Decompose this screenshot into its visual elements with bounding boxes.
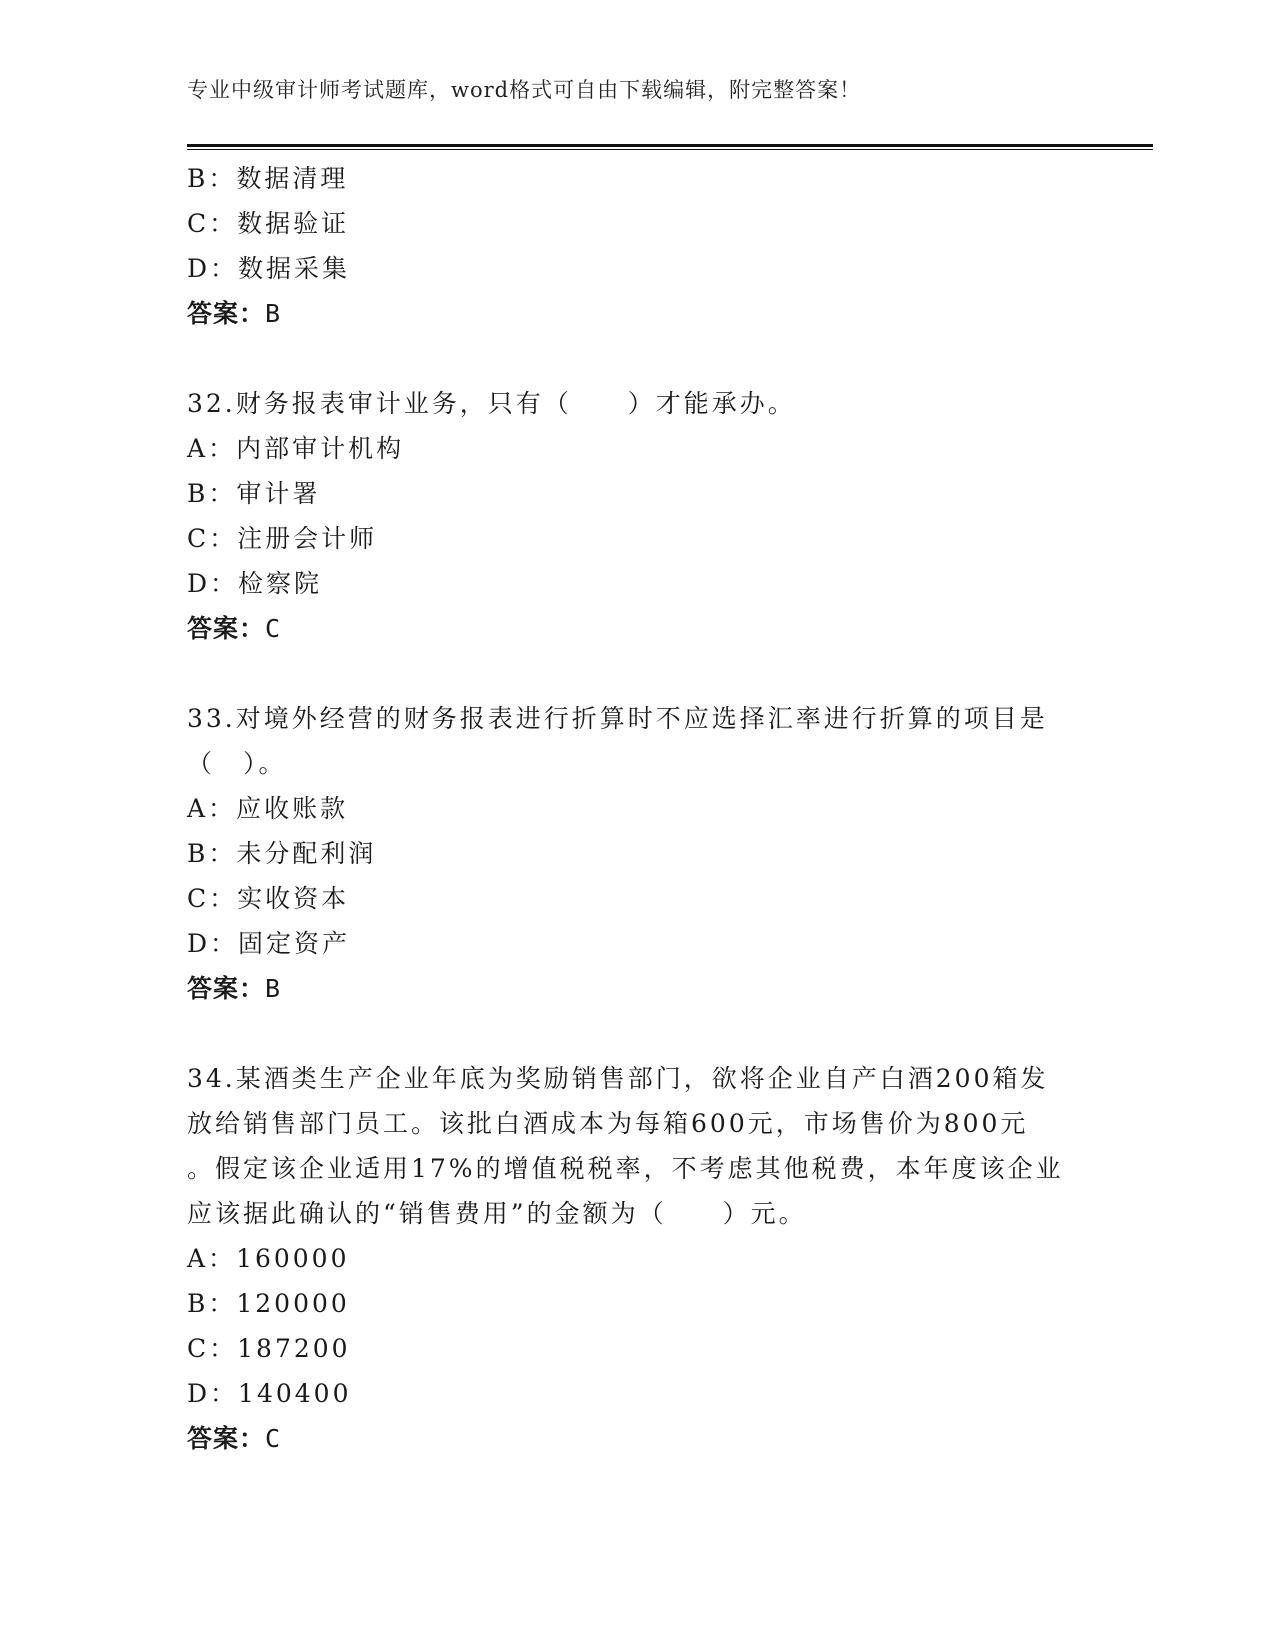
option-d: D：140400 — [187, 1379, 352, 1408]
question-text: 33.对境外经营的财务报表进行折算时不应选择汇率进行折算的项目是 — [187, 704, 1048, 733]
option-c: C：实收资本 — [187, 884, 350, 913]
question-text: （ ）。 — [187, 749, 287, 778]
option-d: D：检察院 — [187, 569, 323, 598]
question-list — [187, 156, 1087, 1461]
answer: 答案：B — [187, 299, 282, 328]
option-d: D：固定资产 — [187, 929, 351, 958]
option-c: C：187200 — [187, 1334, 351, 1363]
question-text: 32.财务报表审计业务，只有（ ）才能承办。 — [187, 389, 796, 418]
option-b: B：120000 — [187, 1289, 350, 1318]
question-text: 。假定该企业适用17%的增值税税率，不考虑其他税费，本年度该企业 — [187, 1154, 1064, 1183]
option-a: A：内部审计机构 — [187, 434, 405, 463]
option-a: A：应收账款 — [187, 794, 349, 823]
question-block — [187, 696, 1087, 1011]
option-b: B：审计署 — [187, 479, 321, 508]
option-c: C：数据验证 — [187, 209, 350, 238]
header-rule-thin — [187, 149, 1153, 150]
question-block — [187, 381, 1087, 651]
question-block — [187, 1056, 1087, 1461]
question-text: 应该据此确认的“销售费用”的金额为（ ）元。 — [187, 1199, 807, 1228]
option-d: D：数据采集 — [187, 254, 351, 283]
option-b: B：未分配利润 — [187, 839, 377, 868]
question-block — [187, 156, 1087, 336]
answer: 答案：B — [187, 974, 282, 1003]
answer: 答案：C — [187, 614, 282, 643]
answer: 答案：C — [187, 1424, 282, 1453]
question-text: 34.某酒类生产企业年底为奖励销售部门，欲将企业自产白酒200箱发 — [187, 1064, 1049, 1093]
page-header: 专业中级审计师考试题库，word格式可自由下载编辑，附完整答案！ — [187, 78, 862, 102]
header-rule-thick — [187, 144, 1153, 147]
option-c: C：注册会计师 — [187, 524, 378, 553]
question-text: 放给销售部门员工。该批白酒成本为每箱600元，市场售价为800元 — [187, 1109, 1029, 1138]
option-b: B：数据清理 — [187, 164, 349, 193]
option-a: A：160000 — [187, 1244, 350, 1273]
